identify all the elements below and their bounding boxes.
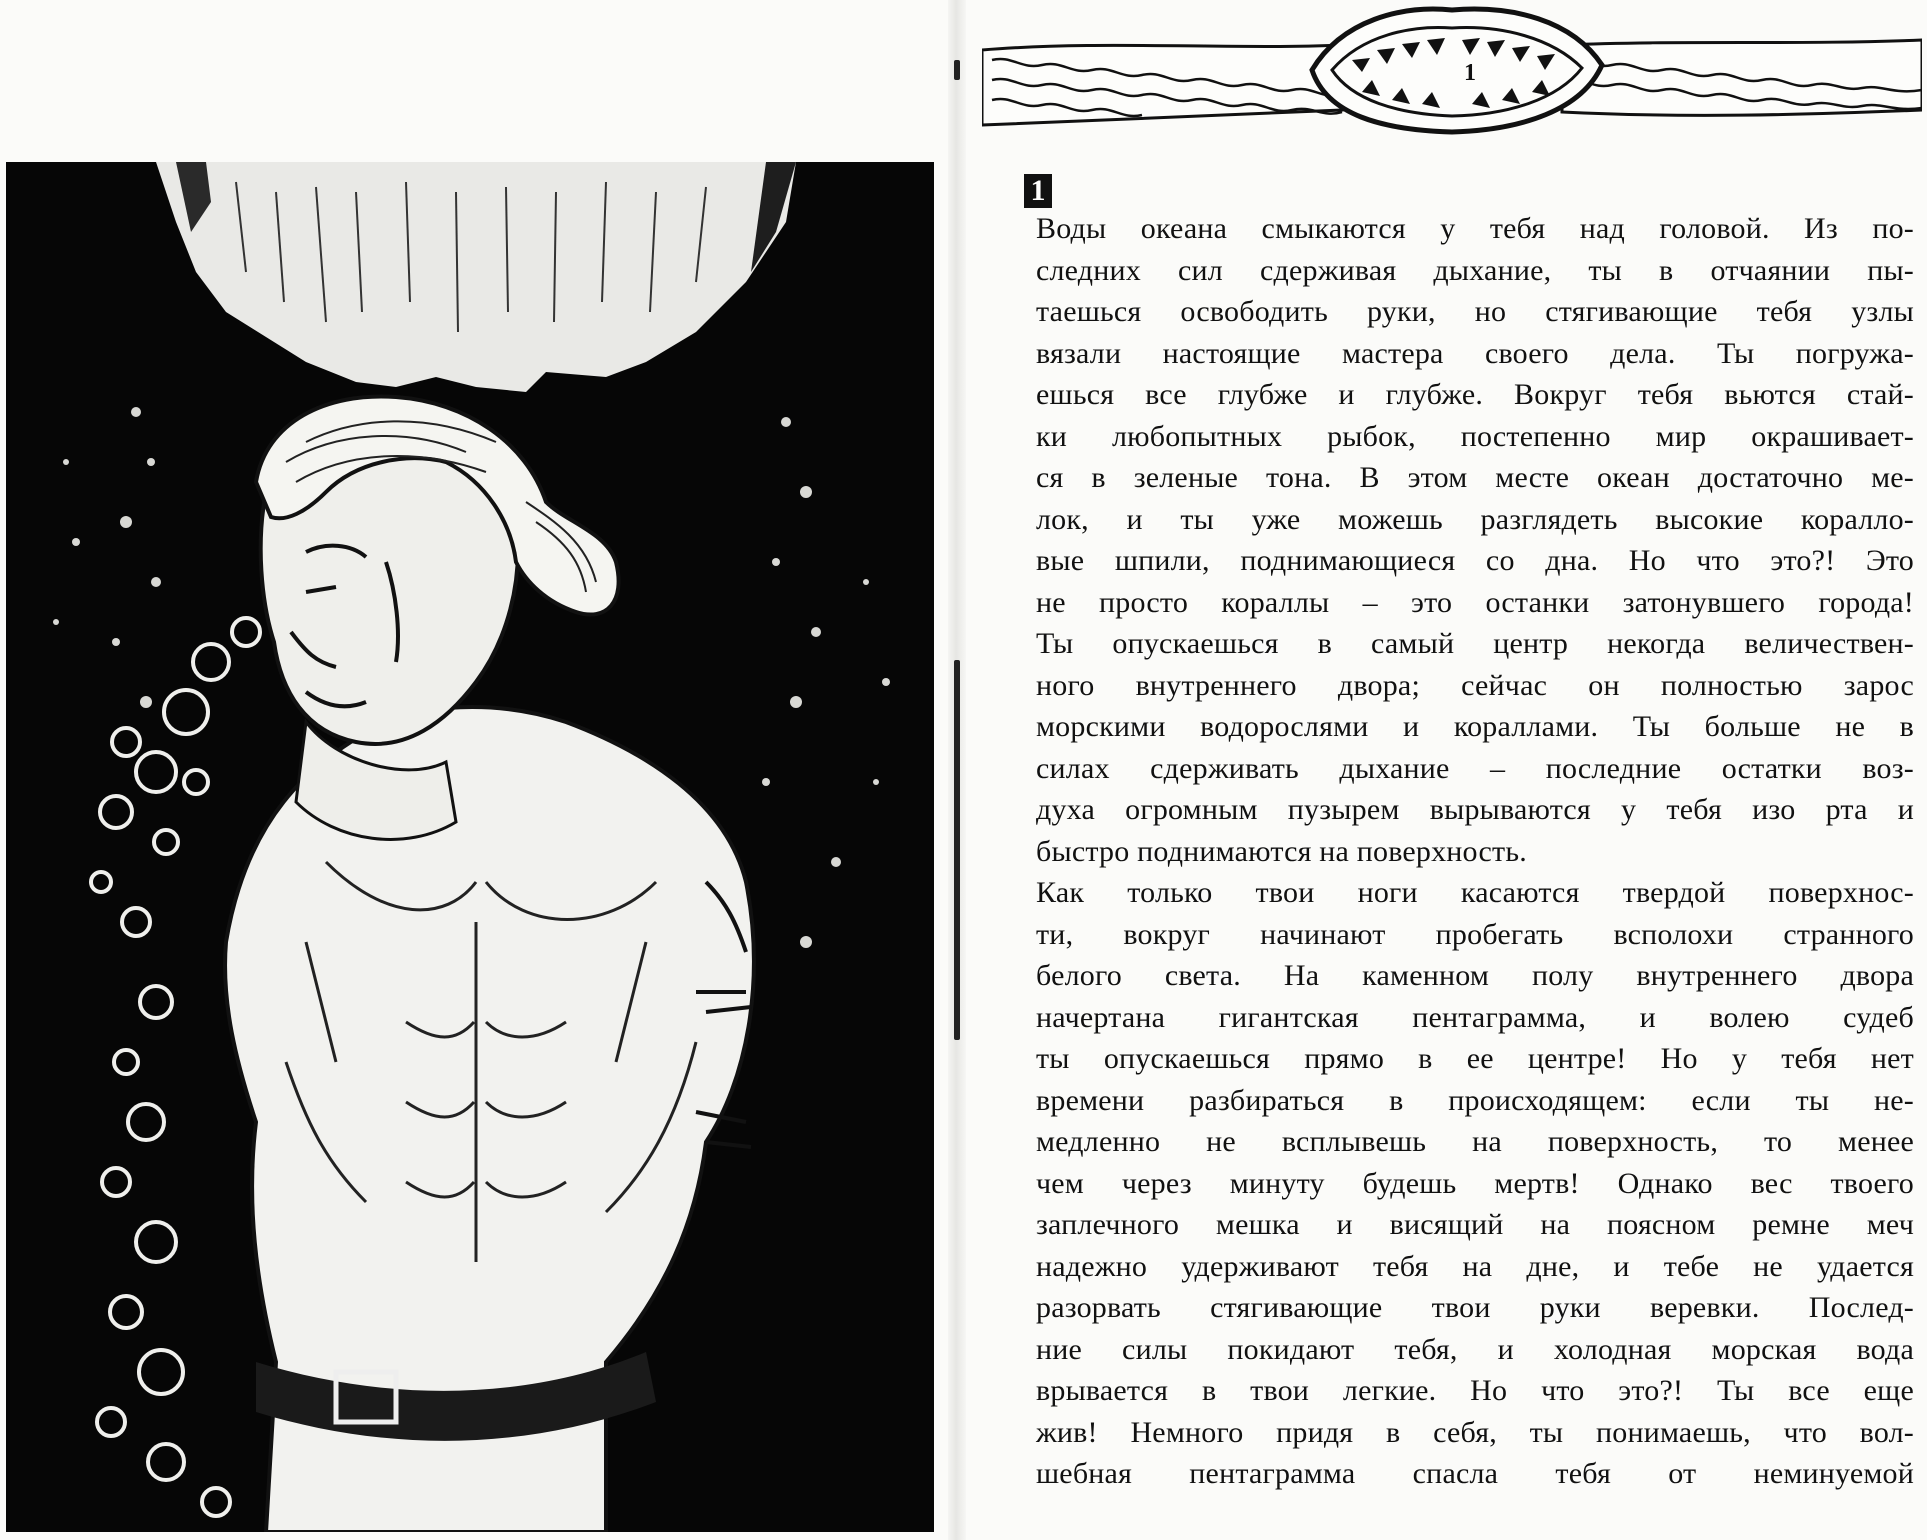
text-line: быстро поднимаются на поверхность. <box>1036 834 1527 868</box>
illustration-art <box>6 162 934 1532</box>
paragraph-body <box>1036 208 1914 1495</box>
paragraph-number-badge: 1 <box>1024 174 1052 208</box>
text-line: морскими водорослями и кораллами. Ты больше не в <box>1036 710 1914 743</box>
text-line: ти, вокруг начинают пробегать всполохи странного <box>1036 917 1914 951</box>
text-line: шебная пентаграмма спасла тебя от неминуемой <box>1036 1457 1914 1490</box>
text-line: медленно не всплывешь на поверхность, то менее <box>1036 1125 1914 1158</box>
book-gutter <box>948 0 966 1540</box>
text-line: начертана гигантская пентаграмма, и волею судеб <box>1036 1000 1914 1034</box>
text-line: ние силы покидают тебя, и холодная морская вода <box>1036 1332 1914 1366</box>
text-line: надежно удерживают тебя на дне, и тебе не удается <box>1036 1249 1914 1283</box>
text-line: времени разбираться в происходящем: если ты не- <box>1036 1083 1914 1117</box>
text-line: белого света. На каменном полу внутреннего двора <box>1036 959 1914 992</box>
gutter-mark <box>954 660 960 1040</box>
text-line: вые шпили, поднимающиеся со дна. Но что это?! Это <box>1036 544 1914 577</box>
left-page <box>0 0 950 1540</box>
underwater-warrior-illustration <box>6 162 934 1532</box>
text-line: заплечного мешка и висящий на поясном ремне меч <box>1036 1208 1914 1241</box>
text-line: ты опускаешься прямо в ее центре! Но у тебя нет <box>1036 1042 1914 1075</box>
text-line: духа огромным пузырем вырываются у тебя изо рта и <box>1036 793 1914 826</box>
chapter-number: 1 <box>1464 60 1476 86</box>
text-line: ки любопытных рыбок, постепенно мир окрашивает- <box>1036 419 1914 453</box>
rope-header-ornament <box>982 0 1922 150</box>
text-line: чем через минуту будешь мертв! Однако вес твоего <box>1036 1166 1914 1200</box>
text-line: следних сил сдерживая дыхание, ты в отчаянии пы- <box>1036 253 1914 287</box>
gutter-mark <box>954 60 960 80</box>
text-line: разорвать стягивающие твои руки веревки. Послед- <box>1036 1291 1914 1324</box>
text-line: силах сдерживать дыхание – последние остатки воз- <box>1036 751 1914 785</box>
text-line: ешься все глубже и глубже. Вокруг тебя вьются стай- <box>1036 378 1914 411</box>
text-line: врывается в твои легкие. Но что это?! Ты все еще <box>1036 1374 1914 1407</box>
text-line: таешься освободить руки, но стягивающие тебя узлы <box>1036 295 1914 328</box>
text-line: жив! Немного придя в себя, ты понимаешь, что вол- <box>1036 1415 1914 1449</box>
text-line: ся в зеленые тона. В этом месте океан достаточно ме- <box>1036 461 1914 494</box>
text-line: вязали настоящие мастера своего дела. Ты погружа- <box>1036 336 1914 370</box>
text-line: лок, и ты уже можешь разглядеть высокие коралло- <box>1036 502 1914 536</box>
text-line: Ты опускаешься в самый центр некогда величествен- <box>1036 627 1914 660</box>
text-line: ного внутреннего двора; сейчас он полностью зарос <box>1036 668 1914 702</box>
text-line: Как только твои ноги касаются твердой поверхнос- <box>1036 876 1914 909</box>
text-line: Воды океана смыкаются у тебя над головой. Из по- <box>1036 212 1914 245</box>
text-line: не просто кораллы – это останки затонувшего города! <box>1036 585 1914 619</box>
